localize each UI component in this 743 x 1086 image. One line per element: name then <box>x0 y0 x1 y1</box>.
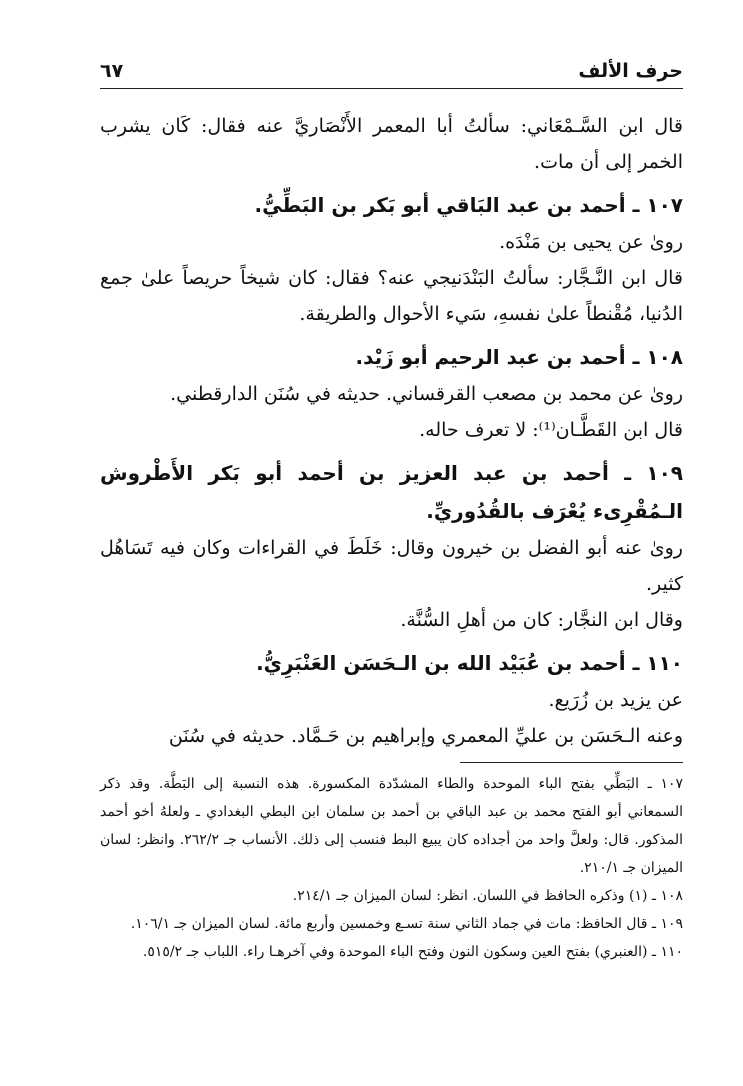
footnote-110: ١١٠ ـ (العنبري) بفتح العين وسكون النون وفتح الباء الموحدة وفي آخرهـا راء. اللباب جـ ٥١٥/٢. <box>142 944 683 960</box>
footnote-108: ١٠٨ ـ (١) وذكره الحافظ في اللسان. انظر: لسان الميزان جـ ٢١٤/١. <box>292 888 683 904</box>
paragraph: وعنه الـحَسَن بن عليِّ المعمري وإبراهيم بن حَـمَّاد. حديثه في سُنَن <box>168 725 683 747</box>
main-text <box>100 108 683 754</box>
page-number: ٦٧ <box>100 60 124 82</box>
page-header <box>100 58 683 89</box>
footnotes <box>100 770 683 966</box>
paragraph: قال ابن السَّـمْعَاني: سألتُ أبا المعمر الأَنْصَاريَّ عنه فقال: كَان يشرب الخمر إلى أن مات. <box>100 115 683 173</box>
paragraph: قال ابن النَّـجَّار: سألتُ البَنْدَنيجي عنه؟ فقال: كان شيخاً حريصاً علىٰ جمع الدُنيا، مُقْنطاً علىٰ نفسهِ، سَيء الأحوال والطريقة. <box>100 267 683 325</box>
entry-heading-108: ١٠٨ ـ أحمد بن عبد الرحيم أبو زَيْد. <box>355 345 683 369</box>
entry-heading-110: ١١٠ ـ أحمد بن عُبَيْد الله بن الـحَسَن العَنْبَرِيُّ. <box>256 651 683 675</box>
entry-heading-109: ١٠٩ ـ أحمد بن عبد العزيز بن أحمد أبو بَكر الأَطْروش الـمُقْرِىء يُعْرَف بالقُدُوريِّ. <box>100 461 683 523</box>
chapter-title: حرف الألف <box>578 60 683 82</box>
paragraph: روىٰ عنه أبو الفضل بن خيرون وقال: خَلَطَ في القراءات وكان فيه تَسَاهُل كثير. <box>100 537 683 595</box>
footnote-divider <box>460 762 683 763</box>
footnote-109: ١٠٩ ـ قال الحافظ: مات في جماد الثاني سنة تسـع وخمسين وأربع مائة. لسان الميزان جـ ١٠٦/١. <box>130 916 683 932</box>
paragraph: وقال ابن النجَّار: كان من أهلِ السُّنَّة. <box>400 609 683 631</box>
paragraph: عن يزيد بن زُرَيع. <box>548 689 683 711</box>
paragraph: روىٰ عن محمد بن مصعب القرقساني. حديثه في سُنَن الدارقطني. <box>170 383 683 405</box>
entry-heading-107: ١٠٧ ـ أحمد بن عبد البَاقي أبو بَكر بن البَطِّيُّ. <box>254 193 683 217</box>
footnote-107: ١٠٧ ـ البَطِّي بفتح الباء الموحدة والطاء المشدّدة المكسورة. هذه النسبة إلى البَطَّة. وقد ذكر السمعاني أبو الفتح محمد بن عبد الباقي بن أحمد بن سلمان ابن البطي البغدادي ـ ولعلهُ أخو أحمد المذكور. قال: ولعلَّ واحد من أجداده كان يبيع البط فنسب إلى ذلك. الأنساب جـ ٢٦٢/٢. وانظر: لسان الميزان جـ ٢١٠/١. <box>100 776 684 876</box>
paragraph: قال ابن القَطَّـان⁽¹⁾: لا تعرف حاله. <box>419 419 683 441</box>
paragraph: روىٰ عن يحيى بن مَنْدَه. <box>499 231 683 253</box>
